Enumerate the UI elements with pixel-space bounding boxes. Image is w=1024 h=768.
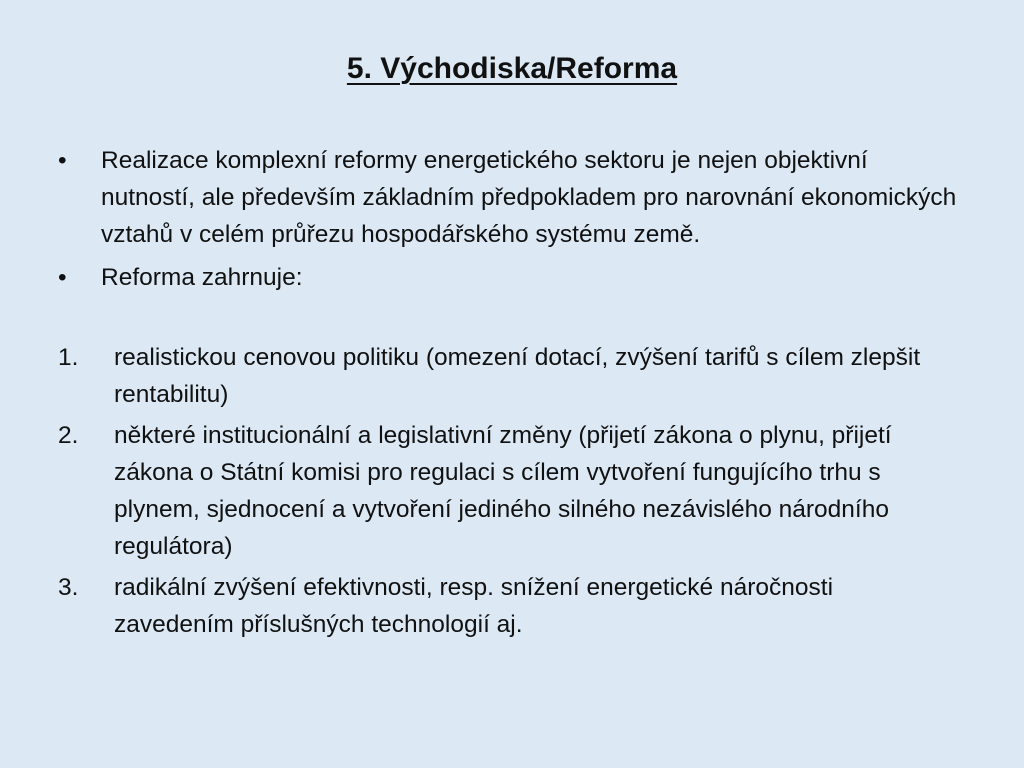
item-number: 2.: [58, 422, 79, 449]
slide-content: [58, 142, 958, 647]
slide-title: 5. Východiska/Reforma: [346, 52, 678, 85]
bullet-marker: •: [58, 147, 67, 174]
item-text: realistickou cenovou politiku (omezení dotací, zvýšení tarifů s cílem zlepšit rentabilitu): [114, 344, 921, 408]
numbered-item: [58, 569, 958, 643]
bullet-marker: •: [58, 264, 67, 291]
bullet-item: [58, 142, 958, 253]
numbered-item: [58, 339, 958, 413]
bullet-text: Reforma zahrnuje:: [101, 264, 303, 291]
bullet-text: Realizace komplexní reformy energetického sektoru je nejen objektivní nutností, ale především základním předpokladem pro narovnání ekonomických vztahů v celém průřezu hospodářského systému země.: [101, 147, 957, 248]
item-text: radikální zvýšení efektivnosti, resp. snížení energetické náročnosti zavedením příslušných technologií aj.: [114, 574, 834, 638]
item-number: 1.: [58, 344, 79, 371]
bullet-item: [58, 259, 958, 296]
item-text: některé institucionální a legislativní změny (přijetí zákona o plynu, přijetí zákona o Státní komisi pro regulaci s cílem vytvoření fungujícího trhu s plynem, sjednocení a vytvoření jediného silného nezávislého národního regulátora): [114, 422, 892, 560]
bullet-list: [58, 142, 958, 296]
item-number: 3.: [58, 574, 79, 601]
numbered-list: [58, 339, 958, 643]
spacer: [58, 302, 958, 339]
numbered-item: [58, 417, 958, 565]
